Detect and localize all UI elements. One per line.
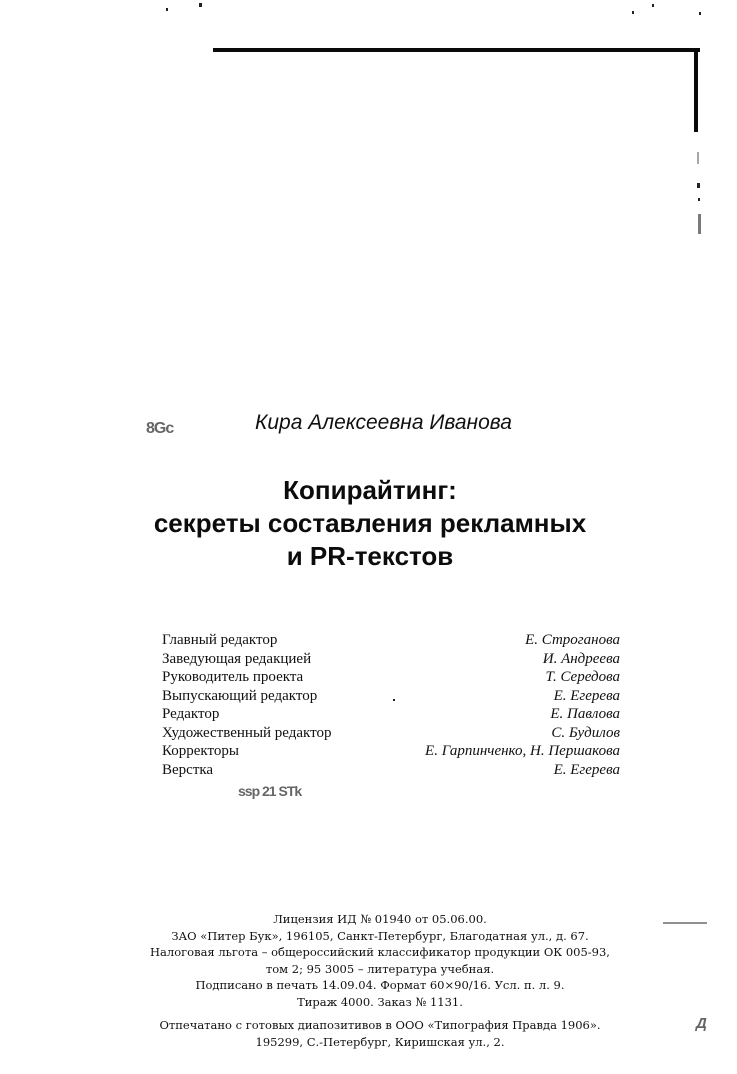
credit-name: С. Будилов <box>551 724 620 741</box>
credit-name: И. Андреева <box>542 650 620 667</box>
credit-row <box>162 742 620 761</box>
title-line: и PR-текстов <box>286 541 454 571</box>
scan-speck <box>697 152 699 164</box>
printer-line: Отпечатано с готовых диапозитивов в ООО «Типография Правда 1906». <box>159 1018 601 1032</box>
decorative-frame-top <box>213 48 700 52</box>
author-name: Кира Алексеевна Иванова <box>255 411 512 434</box>
book-title <box>100 474 640 573</box>
printer-address-line: 195299, С.-Петербург, Киришская ул., 2. <box>255 1034 505 1049</box>
scan-speck <box>698 198 700 201</box>
credit-role: Заведующая редакцией <box>162 650 312 667</box>
credit-row <box>162 687 620 706</box>
scan-speck <box>166 8 168 11</box>
publisher-line: ЗАО «Питер Бук», 196105, Санкт-Петербург, Благодатная ул., д. 67. <box>171 928 589 943</box>
credits-list <box>162 631 620 779</box>
credit-row <box>162 724 620 743</box>
credit-role: Выпускающий редактор <box>162 687 318 704</box>
credit-row <box>162 761 620 780</box>
imprint-block <box>130 911 630 1050</box>
tax-line: том 2; 95 3005 – литература учебная. <box>265 961 495 976</box>
credit-role: Корректоры <box>162 743 239 759</box>
print-run-line: Тираж 4000. Заказ № 1131. <box>297 994 463 1009</box>
credit-name: Е. Павлова <box>550 706 620 722</box>
title-line: Копирайтинг: <box>283 475 457 505</box>
credit-role: Редактор <box>162 706 220 722</box>
credit-role: Руководитель проекта <box>162 669 304 685</box>
scan-artifact: Д <box>696 1015 706 1032</box>
credit-name: Е. Егерева <box>553 687 620 704</box>
credit-name: Е. Строганова <box>525 632 620 648</box>
scan-speck <box>652 4 654 7</box>
credit-role: Художественный редактор <box>162 724 332 741</box>
scan-speck <box>697 183 700 188</box>
credit-name: Е. Гарпинченко, Н. Першакова <box>425 743 620 759</box>
scan-speck <box>663 922 707 924</box>
decorative-frame-right <box>694 48 698 132</box>
credit-name: Е. Егерева <box>553 761 620 778</box>
credit-row <box>162 650 620 669</box>
scan-speck <box>199 3 202 7</box>
scan-artifact: ssp 21 STk <box>238 783 302 799</box>
tax-line: Налоговая льгота – общероссийский классификатор продукции ОК 005-93, <box>150 945 610 959</box>
scan-speck <box>698 214 701 234</box>
credit-row <box>162 705 620 724</box>
credit-role: Главный редактор <box>162 632 278 648</box>
scan-artifact: 8Gc <box>146 420 174 437</box>
credit-row <box>162 668 620 687</box>
credit-role: Верстка <box>162 761 214 778</box>
signed-line: Подписано в печать 14.09.04. Формат 60×90/16. Усл. п. л. 9. <box>195 978 565 992</box>
credit-name: Т. Середова <box>545 669 620 685</box>
title-line: секреты составления рекламных <box>153 508 587 538</box>
credit-row <box>162 631 620 650</box>
license-line: Лицензия ИД № 01940 от 05.06.00. <box>273 912 487 926</box>
scan-speck <box>699 12 701 15</box>
scan-speck <box>632 11 634 14</box>
spacer <box>130 1010 630 1017</box>
